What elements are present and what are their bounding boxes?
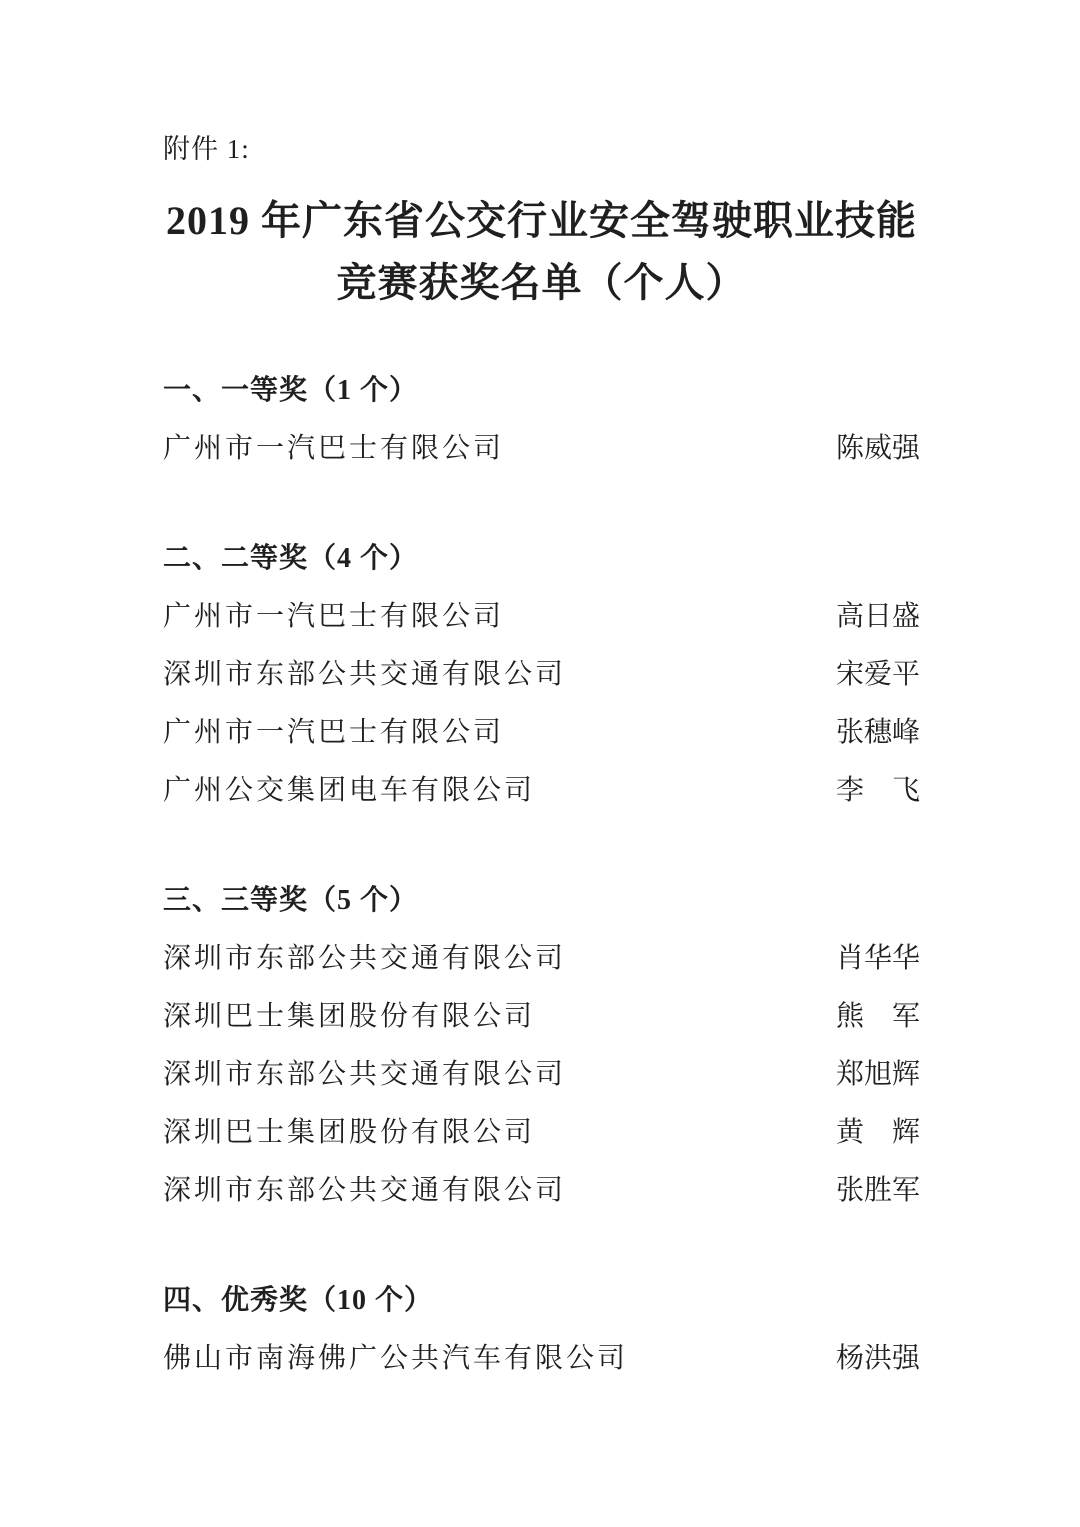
award-row [163, 942, 920, 976]
company-name: 深圳市东部公共交通有限公司 [163, 1059, 567, 1090]
company-name: 深圳市东部公共交通有限公司 [163, 943, 567, 974]
attachment-label: 附件 1: [163, 134, 250, 164]
award-row [163, 716, 920, 750]
section-heading-excellence-prize: 四、优秀奖（10 个） [163, 1285, 434, 1316]
section-second-prize [163, 542, 920, 808]
section-excellence-prize [163, 1284, 920, 1376]
document-title [163, 190, 920, 314]
company-name: 深圳市东部公共交通有限公司 [163, 1175, 567, 1206]
company-name: 深圳市东部公共交通有限公司 [163, 659, 567, 690]
winner-name: 高日盛 [835, 601, 920, 632]
company-name: 深圳巴士集团股份有限公司 [163, 1001, 536, 1032]
company-name: 广州市一汽巴士有限公司 [163, 717, 505, 748]
company-name: 广州公交集团电车有限公司 [163, 775, 536, 806]
title-line-1: 2019 年广东省公交行业安全驾驶职业技能 [166, 198, 917, 243]
winner-name: 熊 军 [835, 1001, 920, 1032]
award-row [163, 1342, 920, 1376]
winner-name: 李 飞 [835, 775, 920, 806]
award-row [163, 1174, 920, 1208]
section-heading-first-prize: 一、一等奖（1 个） [163, 375, 419, 406]
winner-name: 宋爱平 [835, 659, 920, 690]
award-row [163, 432, 920, 466]
award-row [163, 600, 920, 634]
title-line-2: 竞赛获奖名单（个人） [336, 260, 747, 305]
winner-name: 张胜军 [835, 1175, 920, 1206]
winner-name: 陈威强 [835, 433, 920, 464]
award-row [163, 658, 920, 692]
company-name: 深圳巴士集团股份有限公司 [163, 1117, 536, 1148]
award-row [163, 1058, 920, 1092]
winner-name: 张穗峰 [835, 717, 920, 748]
section-heading-second-prize: 二、二等奖（4 个） [163, 543, 419, 574]
award-row [163, 1116, 920, 1150]
company-name: 广州市一汽巴士有限公司 [163, 601, 505, 632]
section-third-prize [163, 884, 920, 1208]
winner-name: 郑旭辉 [835, 1059, 920, 1090]
section-heading-third-prize: 三、三等奖（5 个） [163, 885, 419, 916]
award-row [163, 1000, 920, 1034]
section-first-prize [163, 374, 920, 466]
winner-name: 肖华华 [835, 943, 920, 974]
company-name: 广州市一汽巴士有限公司 [163, 433, 505, 464]
winner-name: 杨洪强 [835, 1343, 920, 1374]
award-row [163, 774, 920, 808]
winner-name: 黄 辉 [835, 1117, 920, 1148]
company-name: 佛山市南海佛广公共汽车有限公司 [163, 1343, 629, 1374]
